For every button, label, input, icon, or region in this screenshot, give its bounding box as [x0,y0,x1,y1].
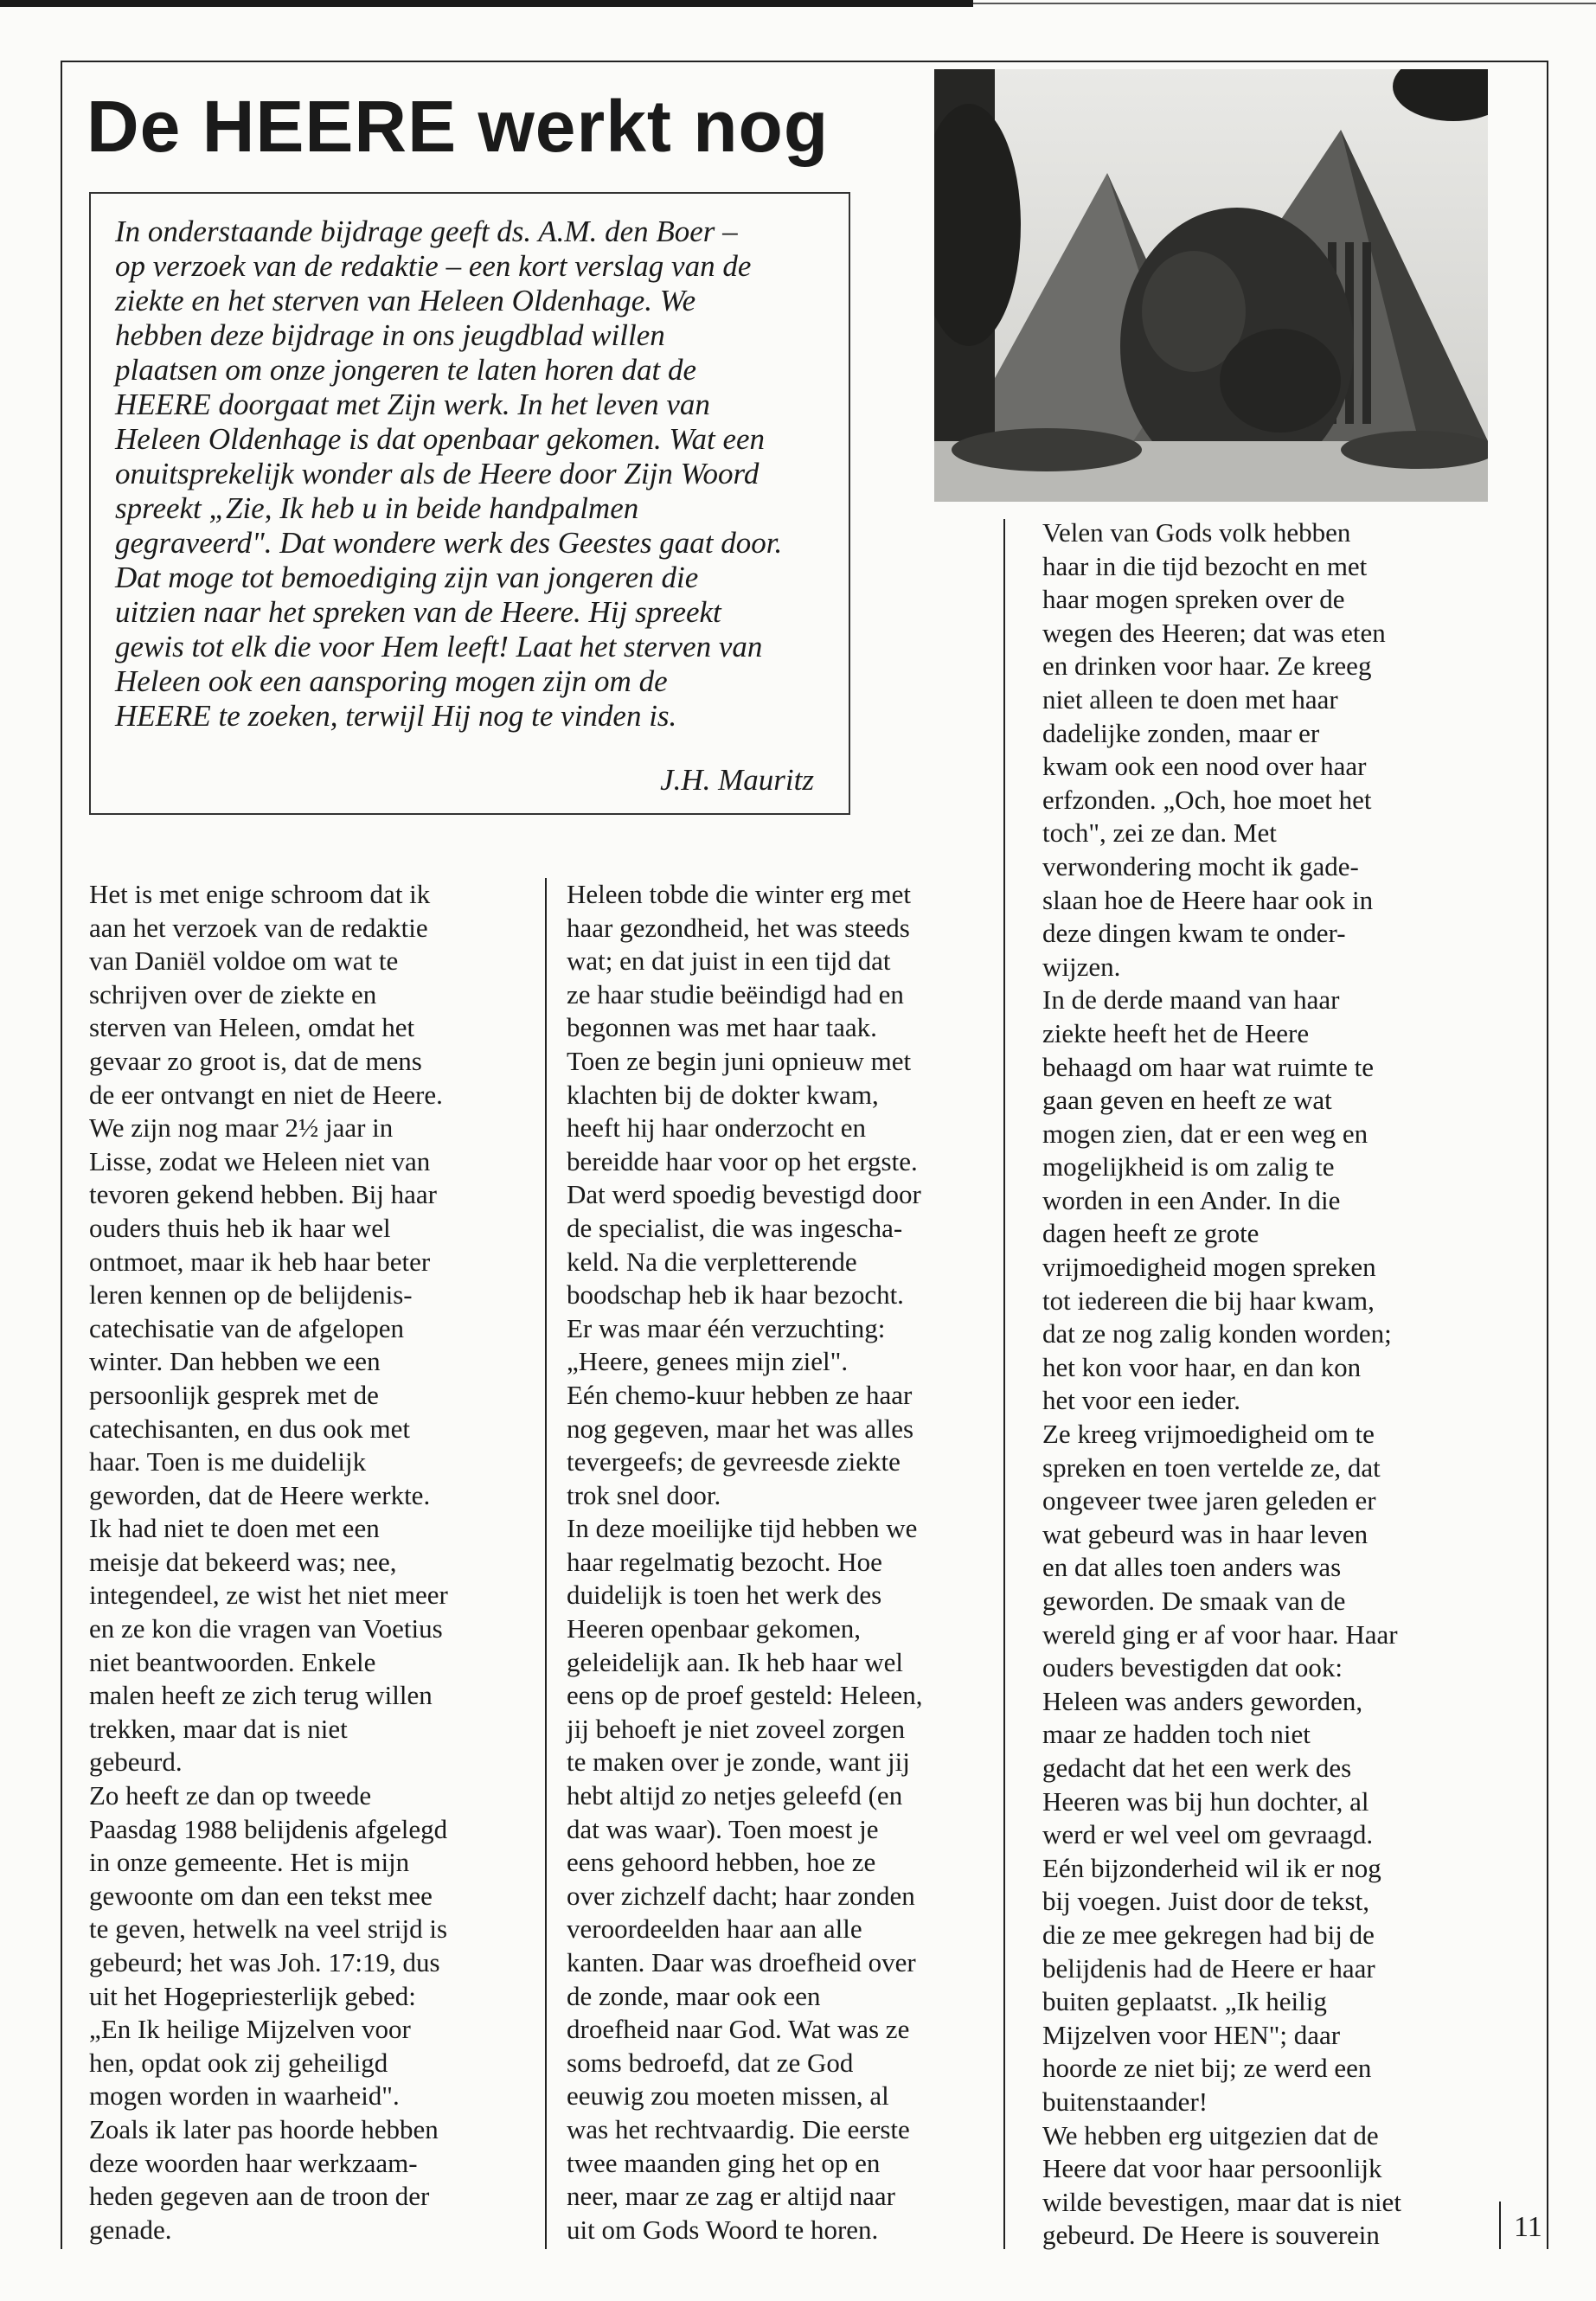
column-1-text: Het is met enige schroom dat ik aan het verzoek van de redaktie van Daniël voldoe om wat te schrijven over de ziekte en sterven van Heleen, omdat het gevaar zo groot is, dat de mens de eer ontvangt en niet de Heere. We zijn nog maar 2½ jaar in Lisse, zodat we Heleen niet van tevoren gekend hebben. Bij haar ouders thuis heb ik haar wel ontmoet, maar ik heb haar beter leren kennen op de belijdenis- catechisatie van de afgelopen winter. Dan hebben we een persoonlijk gesprek met de catechisanten, en dus ook met haar. Toen is me duidelijk geworden, dat de Heere werkte. Ik had niet te doen met een meisje dat bekeerd was; nee, integendeel, ze wist het niet meer en ze kon die vragen van Voetius niet beantwoorden. Enkele malen heeft ze zich terug willen trekken, maar dat is niet gebeurd. Zo heeft ze dan op tweede Paasdag 1988 belijdenis afgelegd in onze gemeente. Het is mijn gewoonte om dan een tekst mee te geven, hetwelk na veel strijd is gebeurd; het was Joh. 17:19, dus uit het Hogepriesterlijk gebed: „En Ik heilige Mijzelven voor hen, opdat ook zij geheiligd mogen worden in waarheid". Zoals ik later pas hoorde hebben deze woorden haar werkzaam- heden gegeven aan de troon der genade. [89,879,448,2245]
page-number: 11 [1514,2211,1542,2243]
church-photo [934,69,1488,502]
frame-top [61,61,1548,62]
page-number-rule [1499,2202,1501,2249]
intro-text: In onderstaande bijdrage geeft ds. A.M. den Boer – op verzoek van de redaktie – een kort verslag van de ziekte en het sterven van Heleen Oldenhage. We hebben deze bijdrage in ons jeugdblad willen plaatsen om onze jongeren te laten horen dat de HEERE doorgaat met Zijn werk. In het leven van Heleen Oldenhage is dat openbaar gekomen. Wat een onuitsprekelijk wonder als de Heere door Zijn Woord spreekt „Zie, Ik heb u in beide handpalmen gegraveerd". Dat wondere werk des Geestes gaat door. Dat moge tot bemoediging zijn van jongeren die uitzien naar het spreken van de Heere. Hij spreekt gewis tot elk die voor Hem leeft! Laat het sterven van Heleen ook een aansporing mogen zijn om de HEERE te zoeken, terwijl Hij nog te vinden is. [115,215,783,733]
column-divider-1 [545,878,547,2249]
column-2-text: Heleen tobde die winter erg met haar gezondheid, het was steeds wat; en dat juist in een tijd dat ze haar studie beëindigd had en begonnen was met haar taak. Toen ze begin juni opnieuw met klachten bij de dokter kwam, heeft hij haar onderzocht en bereidde haar voor op het ergste. Dat werd spoedig bevestigd door de specialist, die was ingescha- keld. Na die verpletterende boodschap heb ik haar bezocht. Er was maar één verzuchting: „Heere, genees mijn ziel". Eén chemo-kuur hebben ze haar nog gegeven, maar het was alles tevergeefs; de gevreesde ziekte trok snel door. In deze moeilijke tijd hebben we haar regelmatig bezocht. Hoe duidelijk is toen het werk des Heeren openbaar gekomen, geleidelijk aan. Ik heb haar wel eens op de proef gesteld: Heleen, jij behoeft je niet zoveel zorgen te maken over je zonde, want jij hebt altijd zo netjes geleefd (en dat was waar). Toen moest je eens gehoord hebben, hoe ze over zichzelf dacht; haar zonden veroordeelden haar aan alle kanten. Daar was droefheid over de zonde, maar ook een droefheid naar God. Wat was ze soms bedroefd, dat ze God eeuwig zou moeten missen, al was het rechtvaardig. Die eerste twee maanden ging het op en neer, maar ze zag er altijd naar uit om Gods Woord te horen. [567,879,923,2245]
church-image [934,69,1488,502]
intro-box [89,192,850,815]
top-rule [0,0,973,7]
intro-signature: J.H. Mauritz [660,763,814,797]
page-title: De HEERE werkt nog [87,86,830,167]
top-rule-thin [973,3,1596,4]
frame-right [1547,61,1548,2249]
frame-left [61,61,62,2249]
column-divider-2 [1003,519,1005,2249]
column-3-text: Velen van Gods volk hebben haar in die tijd bezocht en met haar mogen spreken over de wegen des Heeren; dat was eten en drinken voor haar. Ze kreeg niet alleen te doen met haar dadelijke zonden, maar er kwam ook een nood over haar erfzonden. „Och, hoe moet het toch", zei ze dan. Met verwondering mocht ik gade- slaan hoe de Heere haar ook in deze dingen kwam te onder- wijzen. In de derde maand van haar ziekte heeft het de Heere behaagd om haar wat ruimte te gaan geven en heeft ze wat mogen zien, dat er een weg en mogelijkheid is om zalig te worden in een Ander. In die dagen heeft ze grote vrijmoedigheid mogen spreken tot iedereen die bij haar kwam, dat ze nog zalig konden worden; het kon voor haar, en dan kon het voor een ieder. Ze kreeg vrijmoedigheid om te spreken en toen vertelde ze, dat ongeveer twee jaren geleden er wat gebeurd was in haar leven en dat alles toen anders was geworden. De smaak van de wereld ging er af voor haar. Haar ouders bevestigden dat ook: Heleen was anders geworden, maar ze hadden toch niet gedacht dat het een werk des Heeren was bij hun dochter, al werd er wel veel om gevraagd. Eén bijzonderheid wil ik er nog bij voegen. Juist door de tekst, die ze mee gekregen had bij de belijdenis had de Heere er haar buiten geplaatst. „Ik heilig Mijzelven voor HEN"; daar hoorde ze niet bij; ze werd een buitenstaander! We hebben erg uitgezien dat de Heere dat voor haar persoonlijk wilde bevestigen, maar dat is niet gebeurd. De Heere is souverein [1042,517,1401,2251]
